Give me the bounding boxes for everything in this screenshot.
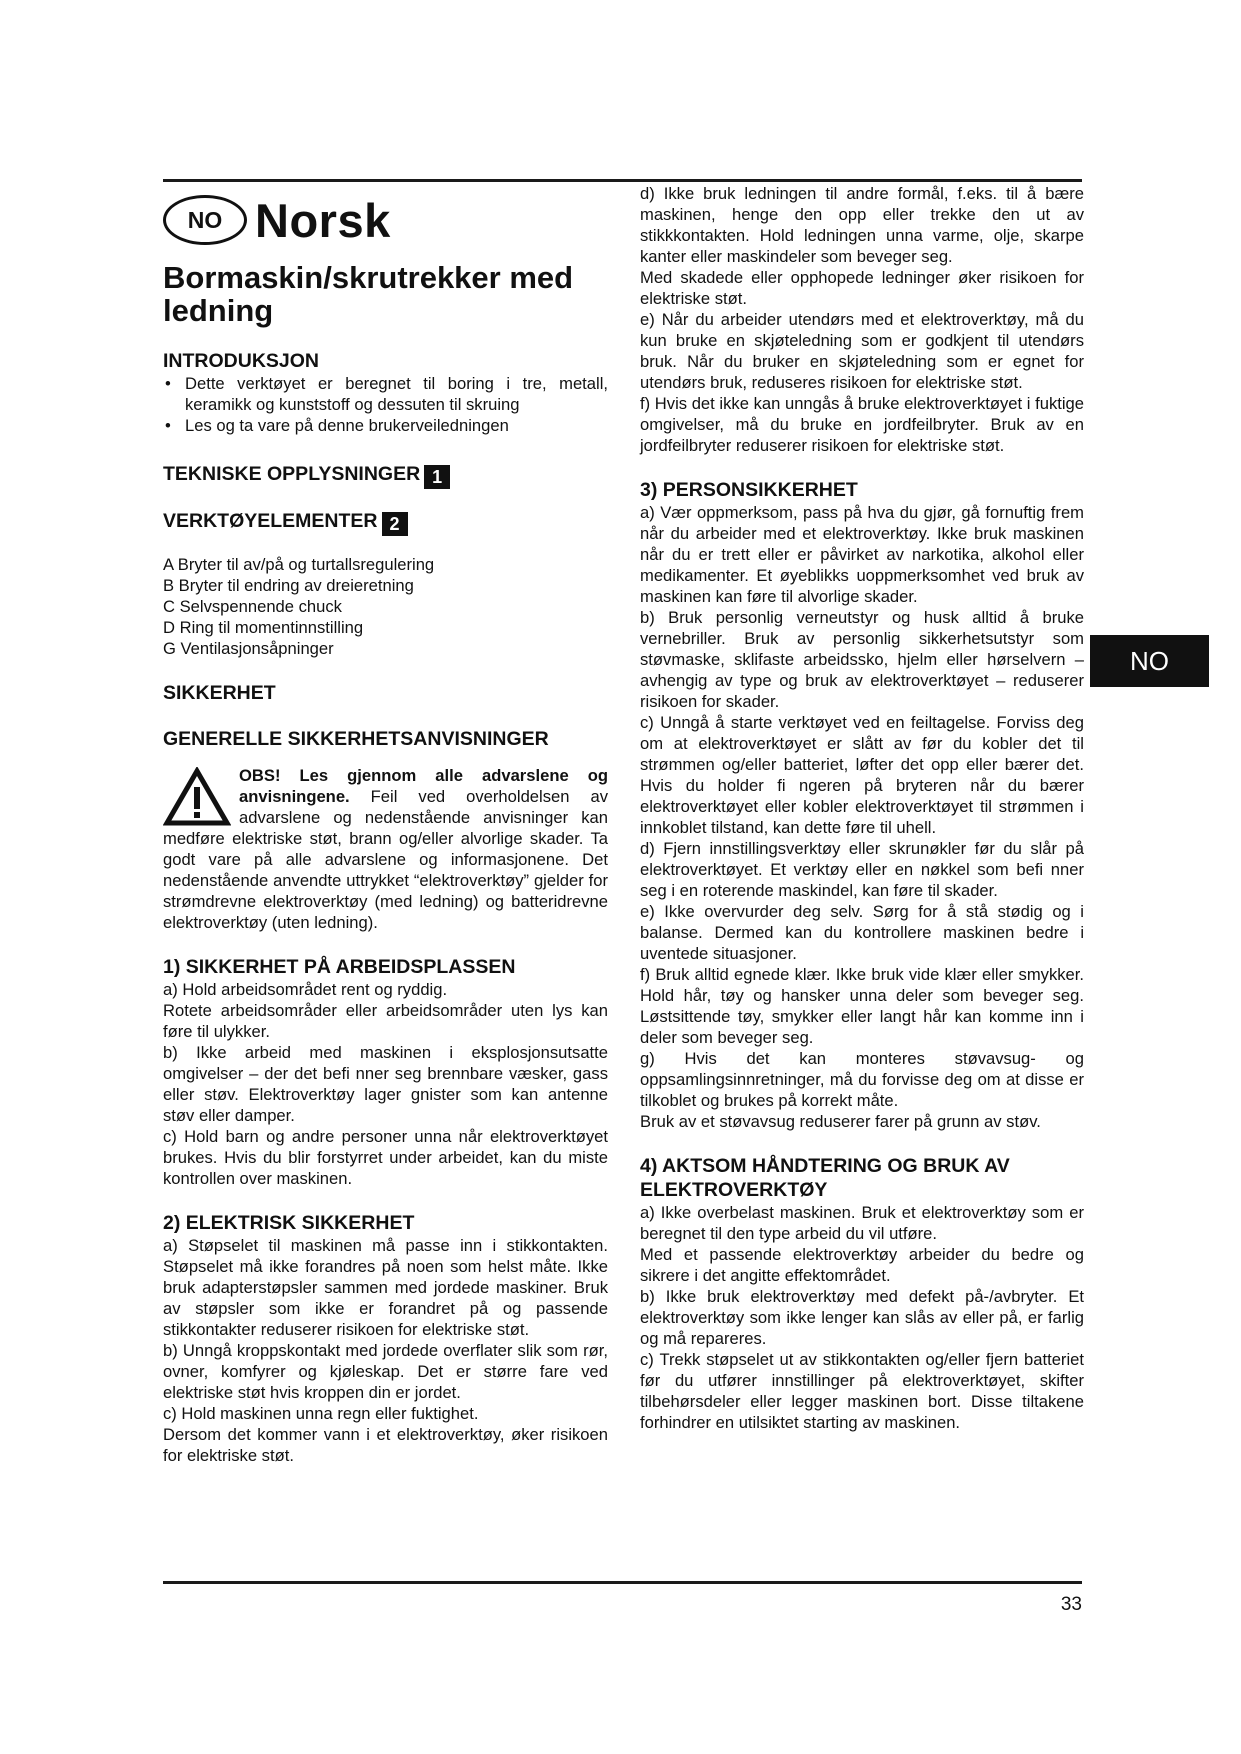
paragraph: g) Hvis det kan monteres støvavsug- og oppsamlingsinnretninger, må du forvisse deg om at disse er tilkoblet og brukes på korrekt måte. — [640, 1049, 1084, 1110]
paragraph: b) Unngå kroppskontakt med jordede overflater slik som rør, ovner, komfyrer og kjøleskap. Det er større fare ved elektriske støt hvis kroppen din er jordet. — [163, 1341, 608, 1402]
paragraph: a) Vær oppmerksom, pass på hva du gjør, gå fornuftig frem når du arbeider med et elektroverktøy. Ikke bruk maskinen når du er trett eller er påvirket av narkotika, alkohol eller medikamenter. Et øyeblikks uoppmerksomhet ved bruk av maskinen kan føre til alvorlige skader. — [640, 503, 1084, 606]
paragraph: Dersom det kommer vann i et elektroverktøy, øker risikoen for elektriske støt. — [163, 1425, 608, 1465]
list-item: A Bryter til av/på og turtallsregulering — [163, 555, 435, 574]
figure-ref-badge: 2 — [382, 512, 408, 536]
right-column — [640, 183, 1084, 1433]
safety-heading: SIKKERHET — [163, 682, 276, 704]
paragraph: Med skadede eller opphopede ledninger øker risikoen for elektriske støt. — [640, 268, 1084, 308]
workplace-safety-heading: 1) SIKKERHET PÅ ARBEIDSPLASSEN — [163, 956, 516, 978]
paragraph: d) Ikke bruk ledningen til andre formål, f.eks. til å bære maskinen, henge den opp eller trekke den ut av stikkkontakten. Hold ledningen unna varme, olje, skarpe kanter eller maskindeler som beveger seg. — [640, 184, 1084, 266]
paragraph: f) Bruk alltid egnede klær. Ikke bruk vide klær eller smykker. Hold hår, tøy og hansker unna deler som beveger seg. Løstsittende tøy, smykker eller langt hår kan komme inn i deler som beveger seg. — [640, 965, 1084, 1047]
paragraph: Rotete arbeidsområder eller arbeidsområder uten lys kan føre til ulykker. — [163, 1001, 608, 1041]
paragraph: Med et passende elektroverktøy arbeider du bedre og sikrere i det angitte effektområdet. — [640, 1245, 1084, 1285]
elements-heading-label: VERKTØYELEMENTER — [163, 510, 378, 532]
left-column — [163, 183, 608, 1466]
list-item: D Ring til momentinnstilling — [163, 618, 364, 637]
paragraph: c) Trekk støpselet ut av stikkontakten og/eller fjern batteriet før du utfører innstillinger på elektroverktøyet, skifter tilbehørsdeler eller legger maskinen bort. Disse tiltakene forhindrer en utilsiktet starting av maskinen. — [640, 1350, 1084, 1432]
top-rule — [163, 179, 1082, 182]
paragraph: c) Hold barn og andre personer unna når elektroverktøyet brukes. Hvis du blir forstyrret under arbeidet, kan du miste kontrollen over maskinen. — [163, 1127, 608, 1188]
intro-list — [163, 373, 608, 436]
list-item: • Les og ta vare på denne brukerveiledningen — [163, 415, 608, 436]
elements-heading — [163, 509, 608, 536]
language-code-oval — [163, 195, 247, 245]
paragraph: a) Ikke overbelast maskinen. Bruk et elektroverktøy som er beregnet til den type arbeid du vil utføre. — [640, 1203, 1084, 1243]
language-side-tab — [1090, 635, 1209, 687]
general-safety-heading: GENERELLE SIKKERHETSANVISNINGER — [163, 728, 549, 750]
warning-triangle-icon — [163, 767, 231, 827]
paragraph: a) Støpselet til maskinen må passe inn i stikkontakten. Støpselet må ikke forandres på noen som helst måte. Ikke bruk adapterstøpsler sammen med jordede maskiner. Bruk av støpsler som ikke er forandret på og passende stikkontakter reduserer risikoen for elektriske støt. — [163, 1236, 608, 1339]
page-number: 33 — [1060, 1594, 1082, 1615]
warning-text: Feil ved overholdelsen av advarslene og nedenstående anvisninger kan medføre elektriske støt, brann og/eller alvorlige skader. Ta godt vare på alle advarslene og informasjonene. Det nedenstående anvendte uttrykket “elektroverktøy” gjelder for strømdrevne elektroverktøy (med ledning) og batteridrevne elektroverktøy (uten ledning). — [163, 787, 608, 932]
tool-elements-list — [163, 554, 608, 659]
language-side-tab-label: NO — [1130, 645, 1169, 676]
list-item: C Selvspennende chuck — [163, 597, 342, 616]
paragraph: b) Ikke arbeid med maskinen i eksplosjonsutsatte omgivelser – der det befi nner seg brennbare væsker, gass eller støv. Elektroverktøy lager gnister som kan antenne støv eller damper. — [163, 1043, 608, 1125]
tech-heading — [163, 462, 608, 489]
paragraph: e) Når du arbeider utendørs med et elektroverktøy, må du kun bruke en skjøteledning som er godkjent til utendørs bruk. Når du bruker en skjøteledning som er egnet for utendørs bruk, reduseres risikoen for elektriske støt. — [640, 310, 1084, 392]
paragraph: d) Fjern innstillingsverktøy eller skrunøkler før du slår på elektroverktøyet. Et verktøy eller en nøkkel som befi nner seg i en roterende maskindel, kan føre til skader. — [640, 839, 1084, 900]
paragraph: f) Hvis det ikke kan unngås å bruke elektroverktøyet i fuktige omgivelser, må du bruke en jordfeilbryter. Bruk av en jordfeilbryter reduserer risikoen for elektriske støt. — [640, 394, 1084, 455]
list-item: B Bryter til endring av dreieretning — [163, 576, 414, 595]
language-name: Norsk — [255, 193, 391, 247]
paragraph: b) Bruk personlig verneutstyr og husk alltid å bruke vernebriller. Bruk av personlig sikkerhetsutstyr som støvmaske, sklifaste arbeidssko, hjelm eller hørselvern – avhengig av type og bruk av elektroverktøyet – reduserer risikoen for skader. — [640, 608, 1084, 711]
warning-lead: OBS! Les gjennom alle advarslene og anvisningene. — [239, 766, 608, 806]
bottom-rule — [163, 1581, 1082, 1584]
paragraph: c) Hold maskinen unna regn eller fuktighet. — [163, 1404, 479, 1423]
list-item: G Ventilasjonsåpninger — [163, 639, 334, 658]
page-title: Bormaskin/skrutrekker med ledning — [163, 260, 574, 328]
electrical-safety-heading: 2) ELEKTRISK SIKKERHET — [163, 1212, 415, 1234]
paragraph: Bruk av et støvavsug reduserer farer på grunn av støv. — [640, 1112, 1041, 1131]
warning-block — [163, 765, 608, 933]
language-badge — [163, 193, 608, 247]
list-item: • Dette verktøyet er beregnet til boring i tre, metall, keramikk og kunststoff og dessuten til skruing — [163, 373, 608, 415]
figure-ref-badge: 1 — [424, 465, 450, 489]
language-code: NO — [187, 206, 223, 233]
intro-heading: INTRODUKSJON — [163, 350, 320, 372]
paragraph: a) Hold arbeidsområdet rent og ryddig. — [163, 980, 448, 999]
careful-handling-heading: 4) AKTSOM HÅNDTERING OG BRUK AV ELEKTROVERKTØY — [640, 1155, 1010, 1201]
personal-safety-heading: 3) PERSONSIKKERHET — [640, 479, 858, 501]
paragraph: b) Ikke bruk elektroverktøy med defekt på-/avbryter. Et elektroverktøy som ikke lenger kan slås av eller på, er farlig og må repareres. — [640, 1287, 1084, 1348]
tech-heading-label: TEKNISKE OPPLYSNINGER — [163, 463, 421, 485]
paragraph: e) Ikke overvurder deg selv. Sørg for å stå stødig og i balanse. Dermed kan du kontrollere maskinen bedre i uventede situasjoner. — [640, 902, 1084, 963]
paragraph: c) Unngå å starte verktøyet ved en feiltagelse. Forviss deg om at elektroverktøyet er slått av før du kobler det til strømmen og/eller batteriet, løfter det opp eller bærer det. Hvis du holder fi ngeren på bryteren når du bærer elektroverktøyet eller kobler elektroverktøyet til strømmen i innkoblet tilstand, kan dette føre til uhell. — [640, 713, 1084, 837]
